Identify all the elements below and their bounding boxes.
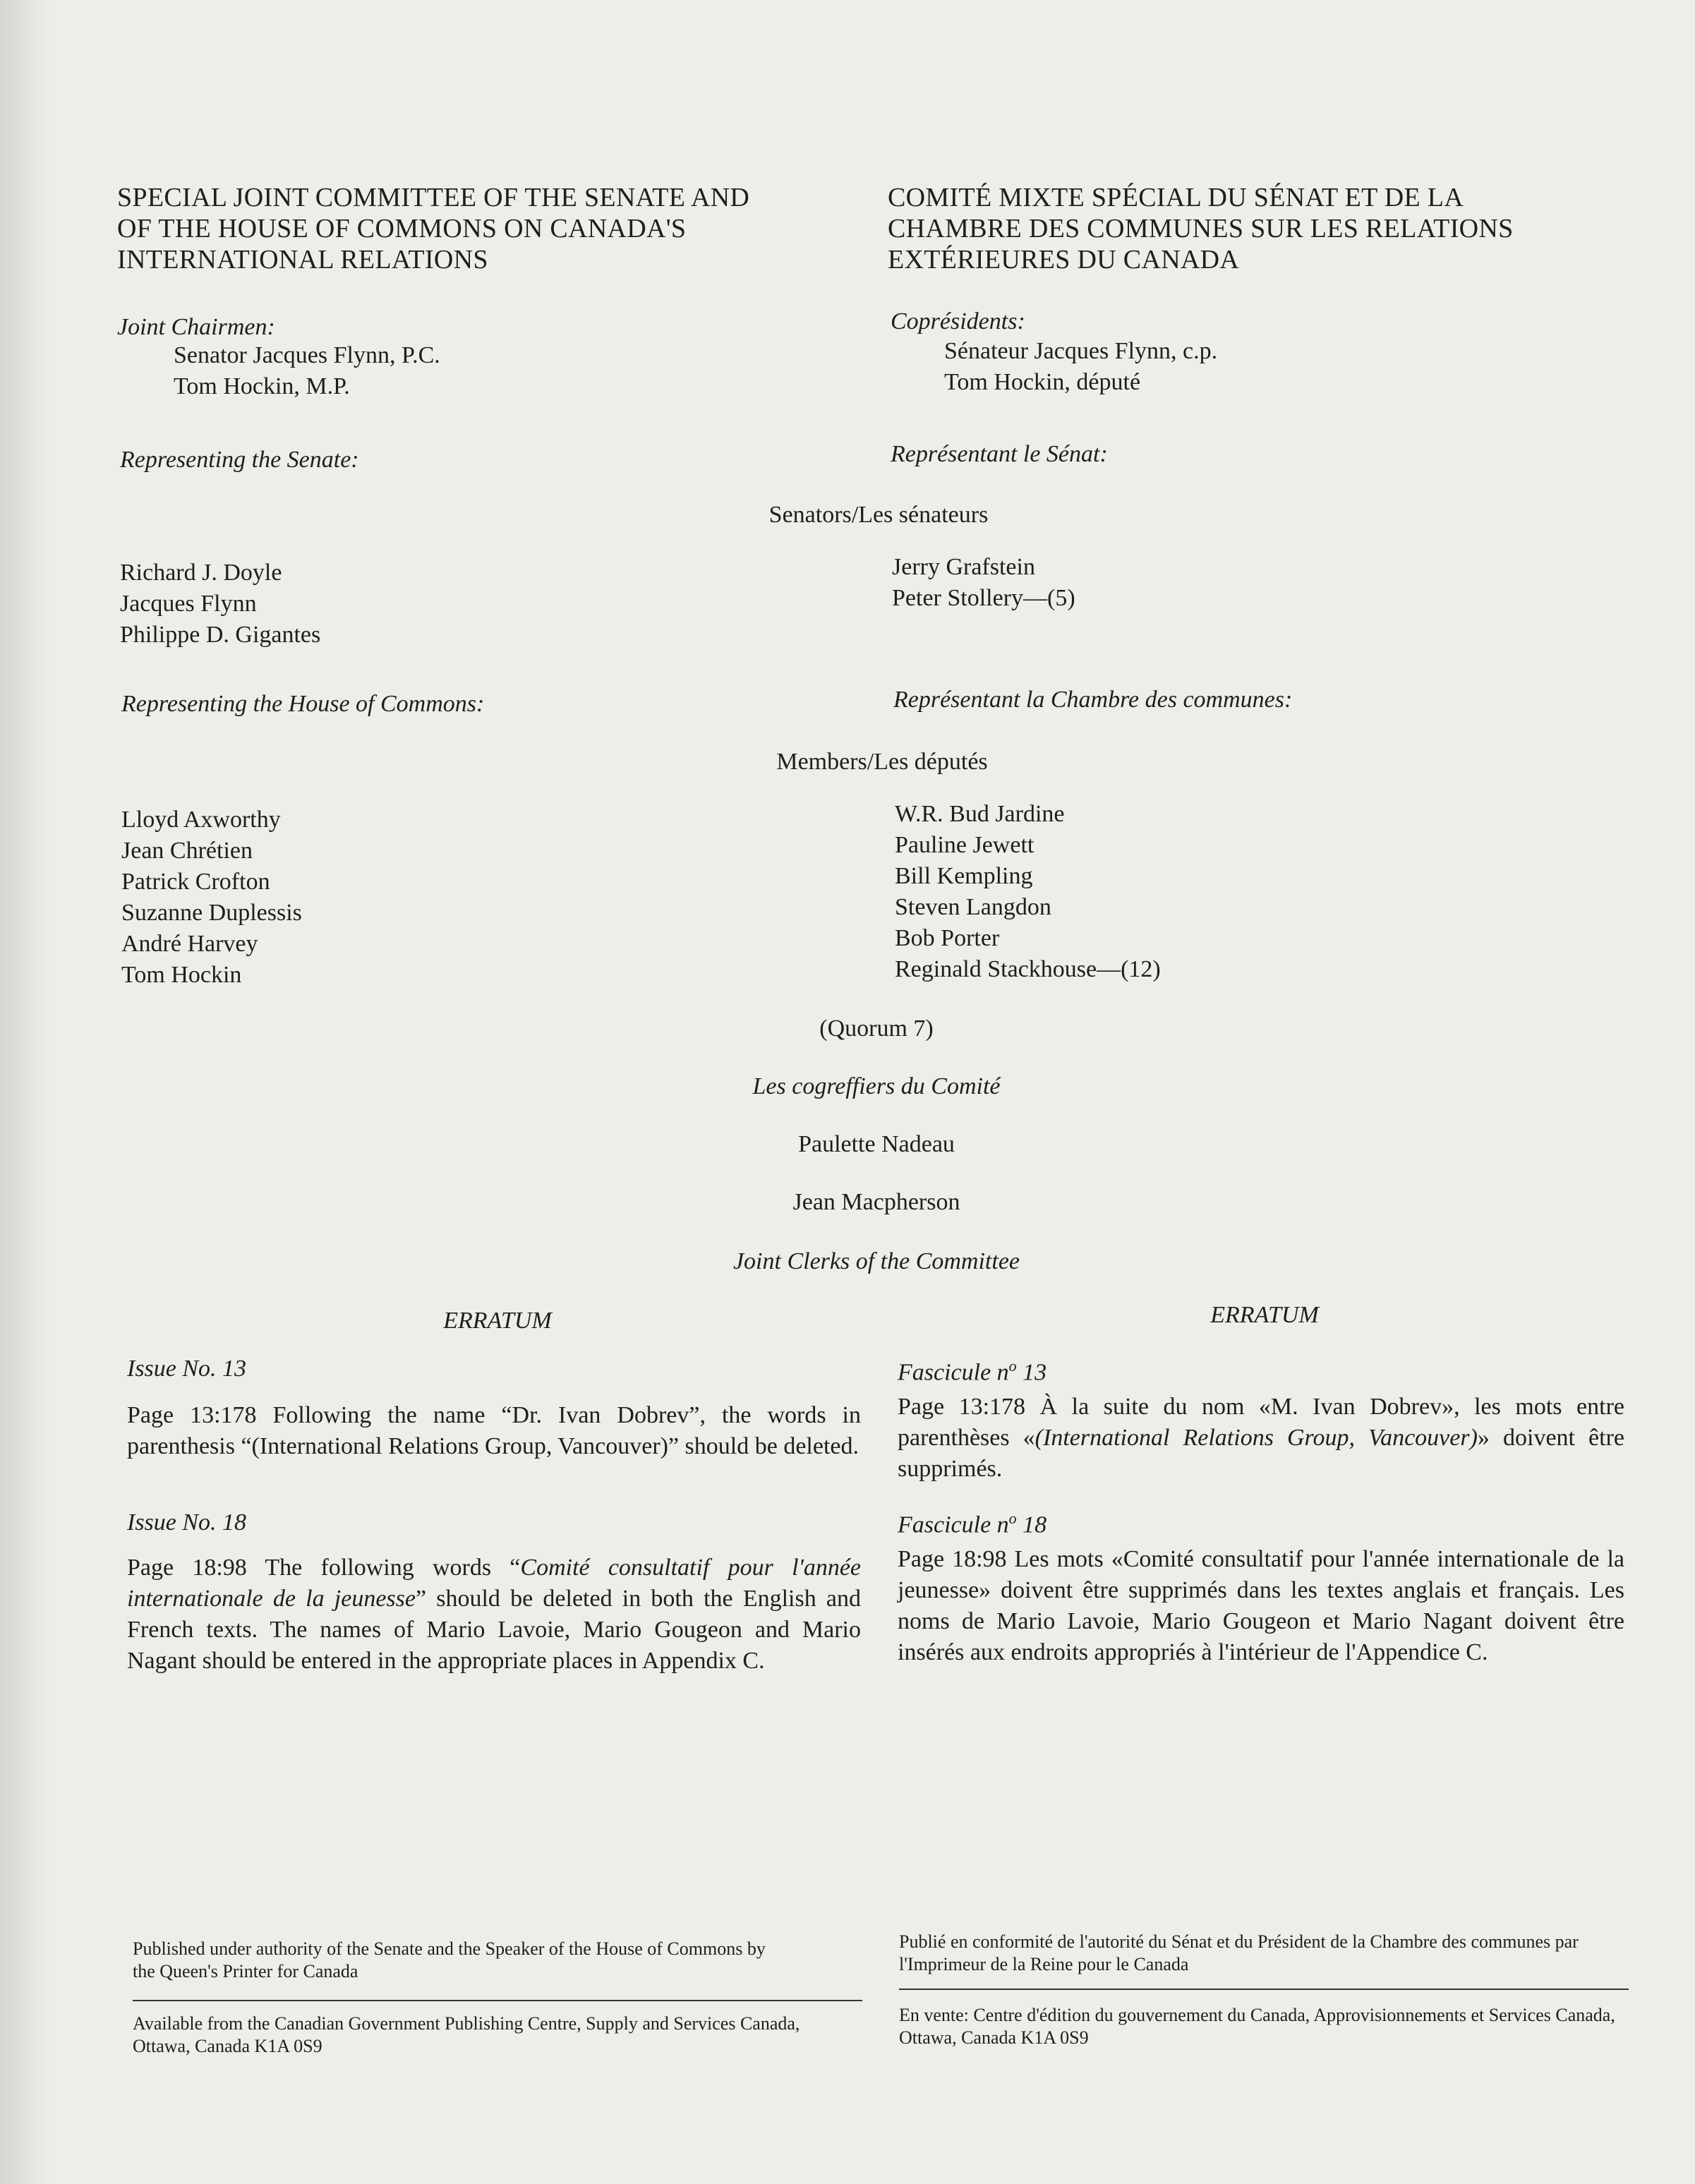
erratum-en-text-2: [127, 1552, 861, 1677]
issue-18-label: Issue No. 18: [127, 1509, 247, 1536]
fascicule-18-prefix: Fascicule n: [898, 1512, 1009, 1538]
representant-chambre-label: Représentant la Chambre des communes:: [893, 687, 1293, 713]
erratum-fr-text-1-italic: (International Relations Group, Vancouver): [1035, 1425, 1478, 1451]
member-name: Steven Langdon: [895, 894, 1051, 920]
heading-fr-line: COMITÉ MIXTE SPÉCIAL DU SÉNAT ET DE LA: [888, 183, 1464, 212]
erratum-en-text-1: Page 13:178 Following the name “Dr. Ivan Dobrev”, the words in parenthesis “(International Relations Group, Vancouver)” should be deleted.: [127, 1402, 861, 1459]
joint-chairmen-label: Joint Chairmen:: [117, 314, 275, 340]
heading-en-line: SPECIAL JOINT COMMITTEE OF THE SENATE AND: [117, 183, 750, 212]
copresidents-names: [944, 336, 1217, 398]
fascicule-18-sup: o: [1008, 1509, 1017, 1527]
fascicule-13-prefix: Fascicule n: [898, 1359, 1009, 1386]
erratum-title-en: ERRATUM: [443, 1308, 552, 1334]
fascicule-13-sup: o: [1008, 1357, 1017, 1375]
member-name: Reginald Stackhouse—(12): [895, 956, 1161, 982]
footer-published-fr: Publié en conformité de l'autorité du Sénat et du Président de la Chambre des communes par l'Imprimeur de la Reine pour le Canada: [899, 1931, 1579, 1974]
member-name: Lloyd Axworthy: [121, 807, 281, 833]
footer-available-fr: En vente: Centre d'édition du gouvernement du Canada, Approvisionnements et Services Canada, Ottawa, Canada K1A 0S9: [899, 2005, 1615, 2048]
issue-13-label: Issue No. 13: [127, 1356, 247, 1382]
fascicule-13-number: 13: [1016, 1359, 1047, 1386]
fascicule-18-label: [898, 1503, 1046, 1540]
members-label: Members/Les députés: [776, 749, 988, 775]
footer-published-en: Published under authority of the Senate and the Speaker of the House of Commons by the Queen's Printer for Canada: [133, 1938, 766, 1981]
joint-chairmen-names: [174, 340, 440, 402]
heading-fr-line: CHAMBRE DES COMMUNES SUR LES RELATIONS: [888, 214, 1514, 243]
chair-name: Senator Jacques Flynn, P.C.: [174, 342, 440, 368]
member-name: W.R. Bud Jardine: [895, 801, 1065, 827]
footer-rule-fr: [899, 1989, 1629, 1990]
erratum-en-text-2-italic: Comité consultatif pour l'année internationale de la jeunesse: [127, 1555, 861, 1612]
fascicule-13-label: [898, 1351, 1046, 1388]
erratum-fr-text-1-pre: Page 13:178 À la suite du nom «M. Ivan Dobrev», les mots entre parenthèses «: [898, 1394, 1624, 1451]
fascicule-18-number: 18: [1016, 1512, 1047, 1538]
senator-name: Jerry Grafstein: [892, 554, 1035, 580]
member-name: Patrick Crofton: [121, 869, 270, 895]
clerk-name: Jean Macpherson: [792, 1189, 960, 1215]
representing-commons-label: Representing the House of Commons:: [121, 691, 485, 717]
representant-senat-label: Représentant le Sénat:: [891, 441, 1108, 467]
member-name: Pauline Jewett: [895, 832, 1035, 858]
erratum-fr-text-1: [898, 1392, 1624, 1485]
heading-fr-line: EXTÉRIEURES DU CANADA: [888, 245, 1240, 274]
member-name: Jean Chrétien: [121, 838, 253, 864]
senators-label: Senators/Les sénateurs: [768, 502, 989, 528]
footer-available-en: Available from the Canadian Government Publishing Centre, Supply and Services Canada, Ottawa, Canada K1A 0S9: [133, 2013, 800, 2056]
heading-en-line: OF THE HOUSE OF COMMONS ON CANADA'S: [117, 214, 687, 243]
senator-name: Philippe D. Gigantes: [120, 622, 321, 648]
clerk-name: Paulette Nadeau: [798, 1131, 955, 1157]
representing-senate-label: Representing the Senate:: [120, 447, 359, 473]
joint-clerks-label: Joint Clerks of the Committee: [732, 1248, 1020, 1274]
erratum-title-fr: ERRATUM: [1210, 1302, 1319, 1328]
members-left-list: [121, 804, 302, 991]
senator-name: Peter Stollery—(5): [892, 585, 1075, 611]
erratum-en-text-2-pre: Page 18:98 The following words “: [127, 1555, 521, 1581]
erratum-fr-text-1-post: » doivent être supprimés.: [898, 1425, 1624, 1482]
senator-name: Jacques Flynn: [120, 591, 257, 617]
heading-fr: [888, 182, 1636, 275]
chair-name: Tom Hockin, M.P.: [174, 373, 350, 399]
member-name: Bob Porter: [895, 925, 1000, 951]
erratum-en-text-2-post: ” should be deleted in both the English and French texts. The names of Mario Lavoie, Mario Gougeon and Mario Nagant should be entered in the appropriate places in Appendix C.: [127, 1586, 861, 1674]
senators-left-list: [120, 557, 320, 651]
footer-rule-en: [133, 2000, 862, 2001]
senators-right-list: [892, 552, 1075, 614]
chair-name: Tom Hockin, député: [944, 369, 1141, 395]
quorum: (Quorum 7): [819, 1015, 934, 1042]
member-name: Tom Hockin: [121, 962, 242, 988]
members-right-list: [895, 799, 1161, 985]
member-name: Bill Kempling: [895, 863, 1033, 889]
member-name: Suzanne Duplessis: [121, 900, 302, 926]
senator-name: Richard J. Doyle: [120, 560, 282, 586]
member-name: André Harvey: [121, 931, 258, 957]
heading-en-line: INTERNATIONAL RELATIONS: [117, 245, 488, 274]
erratum-fr-text-2: Page 18:98 Les mots «Comité consultatif pour l'année internationale de la jeunesse» doivent être supprimés dans les textes anglais et français. Les noms de Mario Lavoie, Mario Gougeon et Mario Nagant doivent être insérés aux endroits appropriés à l'intérieur de l'Appendice C.: [898, 1546, 1624, 1665]
heading-en: [117, 182, 865, 275]
chair-name: Sénateur Jacques Flynn, c.p.: [944, 338, 1218, 364]
cogreffiers-label: Les cogreffiers du Comité: [752, 1073, 1001, 1099]
copresidents-label: Coprésidents:: [891, 308, 1025, 334]
